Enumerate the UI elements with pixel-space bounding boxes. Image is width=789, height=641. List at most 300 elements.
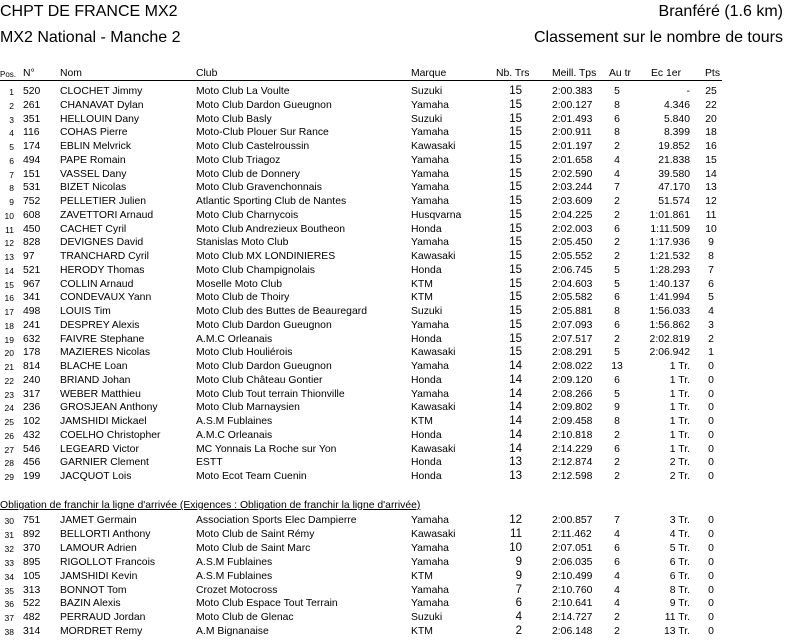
cell-nom: JAMET Germain: [60, 515, 137, 526]
cell-meill-tps: 2:04.225: [552, 209, 593, 221]
cell-meill-tps: 2:00.127: [552, 99, 593, 111]
cell-marque: Yamaha: [411, 196, 449, 207]
cell-ec-1er: 1 Tr.: [669, 416, 690, 427]
cell-num: 608: [23, 209, 41, 221]
cell-ec-1er: 3 Tr.: [669, 515, 690, 526]
cell-nom: CONDEVAUX Yann: [60, 292, 152, 304]
cell-nom: BELLORTI Anthony: [60, 528, 151, 540]
cell-club: Moto Club La Voulte: [196, 86, 290, 97]
cell-pos: 22: [4, 375, 14, 386]
header-divider: [0, 80, 722, 81]
table-row: [0, 209, 789, 222]
cell-marque: Yamaha: [411, 168, 449, 180]
cell-pts: 13: [705, 182, 717, 194]
cell-nom: PERRAUD Jordan: [60, 612, 146, 624]
cell-pts: 0: [708, 388, 714, 400]
cell-nb-trs: 15: [509, 126, 522, 139]
col-header-nom: Nom: [60, 68, 82, 79]
cell-pos: 13: [4, 252, 14, 262]
table-row: [0, 181, 789, 194]
cell-num: 828: [23, 237, 41, 249]
cell-club: Atlantic Sporting Club de Nantes: [196, 196, 347, 207]
cell-nom: MAZIERES Nicolas: [60, 347, 151, 359]
cell-meill-tps: 2:00.383: [552, 86, 593, 97]
cell-pos: 3: [9, 114, 14, 125]
cell-ec-1er: 6 Tr.: [669, 570, 690, 582]
table-row: [0, 99, 789, 112]
cell-meill-tps: 2:06.745: [552, 264, 593, 276]
cell-meill-tps: 2:03.609: [552, 196, 593, 207]
cell-num: 895: [23, 556, 41, 568]
cell-pos: 8: [9, 183, 14, 194]
cell-ec-1er: 2:06.942: [649, 347, 690, 359]
cell-pos: 20: [4, 348, 14, 359]
cell-ec-1er: 19.852: [658, 141, 690, 152]
table-row: [0, 611, 789, 624]
cell-au-tr: 4: [614, 154, 620, 166]
cell-pts: 10: [705, 223, 717, 235]
table-row: [0, 556, 789, 569]
cell-marque: Yamaha: [411, 515, 449, 526]
cell-pts: 0: [708, 457, 714, 469]
cell-club: Moto Club Champignolais: [196, 264, 315, 276]
table-row: [0, 584, 789, 597]
cell-nom: COHAS Pierre: [60, 127, 128, 139]
cell-pts: 22: [705, 99, 717, 111]
cell-club: Moto Club de Donnery: [196, 168, 300, 180]
cell-au-tr: 5: [614, 264, 620, 276]
cell-meill-tps: 2:12.598: [552, 471, 593, 482]
cell-num: 967: [23, 278, 41, 290]
cell-nb-trs: 15: [509, 140, 522, 152]
cell-club: Stanislas Moto Club: [196, 237, 289, 249]
cell-marque: Yamaha: [411, 154, 449, 166]
cell-pts: 9: [708, 237, 714, 249]
cell-nom: BLACHE Loan: [60, 361, 128, 372]
cell-club: Moto Club Dardon Gueugnon: [196, 99, 332, 111]
cell-nb-trs: 14: [509, 428, 522, 441]
cell-num: 370: [23, 542, 41, 554]
cell-pts: 0: [708, 598, 714, 610]
cell-meill-tps: 2:00.857: [552, 515, 593, 526]
cell-ec-1er: 13 Tr.: [664, 626, 690, 638]
cell-ec-1er: 8 Tr.: [669, 584, 690, 596]
cell-pos: 30: [4, 516, 14, 526]
cell-nb-trs: 15: [509, 222, 522, 235]
cell-ec-1er: 1:21.532: [649, 251, 690, 262]
cell-au-tr: 4: [614, 584, 620, 596]
cell-nom: LEGEARD Victor: [60, 443, 139, 455]
cell-marque: KTM: [411, 292, 433, 304]
cell-marque: Suzuki: [411, 86, 443, 97]
table-row: [0, 456, 789, 469]
cell-meill-tps: 2:06.035: [552, 556, 593, 568]
col-header-au-tr: Au tr: [609, 68, 631, 79]
cell-ec-1er: 1:01.861: [649, 209, 690, 221]
cell-marque: Kawasaki: [411, 347, 456, 359]
cell-nb-trs: 15: [509, 318, 522, 331]
cell-nom: HERODY Thomas: [60, 264, 145, 276]
cell-num: 482: [23, 612, 41, 624]
cell-nom: MORDRET Remy: [60, 626, 143, 638]
cell-marque: Yamaha: [411, 584, 449, 596]
cell-num: 341: [23, 292, 41, 304]
cell-club: Moto Club de Glenac: [196, 612, 294, 624]
cell-nb-trs: 14: [509, 360, 522, 372]
cell-meill-tps: 2:01.197: [552, 141, 593, 152]
cell-pos: 1: [9, 87, 14, 97]
cell-pts: 0: [708, 416, 714, 427]
cell-club: Moto-Club Plouer Sur Rance: [196, 127, 329, 139]
cell-club: Moto Club Gravenchonnais: [196, 182, 322, 194]
cell-au-tr: 4: [614, 570, 620, 582]
cell-marque: Suzuki: [411, 612, 443, 624]
cell-ec-1er: 1 Tr.: [669, 361, 690, 372]
cell-nom: PAPE Romain: [60, 154, 126, 166]
cell-num: 814: [23, 361, 41, 372]
cell-ec-1er: 1:40.137: [649, 278, 690, 290]
cell-meill-tps: 2:08.266: [552, 388, 593, 400]
cell-meill-tps: 2:05.552: [552, 251, 593, 262]
cell-meill-tps: 2:10.499: [552, 570, 593, 582]
cell-pts: 0: [708, 515, 714, 526]
cell-num: 450: [23, 223, 41, 235]
table-row: [0, 597, 789, 610]
table-row: [0, 542, 789, 555]
table-row: [0, 625, 789, 638]
cell-club: A.S.M Fublaines: [196, 416, 273, 427]
cell-au-tr: 4: [614, 598, 620, 610]
cell-pts: 8: [708, 251, 714, 262]
cell-pts: 7: [708, 264, 714, 276]
cell-nb-trs: 15: [509, 305, 522, 317]
cell-au-tr: 2: [614, 141, 620, 152]
table-row: [0, 333, 789, 346]
cell-club: Moto Club Andrezieux Boutheon: [196, 223, 346, 235]
cell-au-tr: 8: [614, 416, 620, 427]
table-row: [0, 126, 789, 139]
cell-nom: LAMOUR Adrien: [60, 542, 137, 554]
cell-num: 102: [23, 416, 41, 427]
cell-club: Moto Club MX LONDINIERES: [196, 251, 336, 262]
cell-nb-trs: 15: [509, 250, 522, 262]
cell-num: 97: [23, 251, 35, 262]
cell-nom: TRANCHARD Cyril: [60, 251, 149, 262]
cell-meill-tps: 2:05.582: [552, 292, 593, 304]
cell-ec-1er: 2:02.819: [649, 333, 690, 345]
cell-pos: 38: [4, 627, 14, 638]
cell-marque: KTM: [411, 416, 433, 427]
cell-meill-tps: 2:10.818: [552, 429, 593, 441]
cell-meill-tps: 2:03.244: [552, 182, 593, 194]
cell-nb-trs: 15: [509, 277, 522, 290]
table-header: [0, 67, 789, 80]
col-header-num: N°: [23, 68, 35, 79]
cell-au-tr: 8: [614, 306, 620, 317]
cell-pos: 16: [4, 293, 14, 304]
cell-pos: 32: [4, 543, 14, 554]
cell-num: 313: [23, 584, 41, 596]
cell-club: Moto Club Basly: [196, 113, 272, 125]
table-row: [0, 443, 789, 456]
table-row: [0, 305, 789, 318]
cell-pos: 18: [4, 320, 14, 331]
cell-au-tr: 5: [614, 278, 620, 290]
table-row: [0, 319, 789, 332]
cell-au-tr: 4: [614, 168, 620, 180]
cell-ec-1er: 9 Tr.: [669, 598, 690, 610]
cell-nom: RIGOLLOT Francois: [60, 556, 156, 568]
table-row: [0, 168, 789, 181]
cell-ec-1er: -: [686, 86, 690, 97]
cell-pts: 3: [708, 319, 714, 331]
cell-club: A.M.C Orleanais: [196, 429, 273, 441]
cell-pos: 15: [4, 279, 14, 290]
cell-ec-1er: 1 Tr.: [669, 402, 690, 414]
cell-pts: 15: [705, 154, 717, 166]
cell-meill-tps: 2:01.658: [552, 154, 593, 166]
cell-marque: Kawasaki: [411, 402, 456, 414]
cell-marque: Suzuki: [411, 113, 443, 125]
cell-pts: 0: [708, 361, 714, 372]
cell-club: Crozet Motocross: [196, 584, 278, 596]
cell-nom: GROSJEAN Anthony: [60, 402, 158, 414]
cell-num: 522: [23, 598, 41, 610]
cell-meill-tps: 2:01.493: [552, 113, 593, 125]
cell-marque: Kawasaki: [411, 251, 456, 262]
cell-ec-1er: 1 Tr.: [669, 374, 690, 386]
cell-meill-tps: 2:00.911: [552, 127, 592, 139]
cell-meill-tps: 2:08.022: [552, 361, 593, 372]
cell-club: ESTT: [196, 457, 223, 469]
cell-nom: PELLETIER Julien: [60, 196, 147, 207]
cell-pos: 9: [9, 197, 14, 207]
cell-marque: KTM: [411, 570, 433, 582]
cell-pts: 0: [708, 542, 714, 554]
cell-marque: Yamaha: [411, 556, 449, 568]
cell-meill-tps: 2:04.603: [552, 278, 593, 290]
cell-meill-tps: 2:09.120: [552, 374, 593, 386]
table-row: [0, 85, 789, 98]
cell-pts: 11: [705, 209, 717, 221]
cell-ec-1er: 1:11.509: [650, 223, 690, 235]
cell-club: Moto Club Charnycois: [196, 209, 299, 221]
table-row: [0, 223, 789, 236]
cell-au-tr: 2: [614, 251, 620, 262]
cell-nom: JAMSHIDI Mickael: [60, 416, 147, 427]
cell-ec-1er: 1:28.293: [649, 264, 690, 276]
cell-au-tr: 8: [614, 99, 620, 111]
cell-club: Moto Club Triagoz: [196, 154, 281, 166]
cell-nb-trs: 15: [509, 332, 522, 345]
track-location: Branféré (1.6 km): [658, 3, 783, 20]
cell-club: Moto Club Houliérois: [196, 347, 293, 359]
cell-club: Moto Club de Thoiry: [196, 292, 290, 304]
cell-pos: 19: [4, 334, 14, 345]
cell-num: 199: [23, 471, 41, 482]
cell-nom: COELHO Christopher: [60, 429, 161, 441]
cell-ec-1er: 21.838: [658, 154, 690, 166]
cell-num: 752: [23, 196, 41, 207]
cell-meill-tps: 2:07.051: [552, 542, 593, 554]
cell-nom: BRIAND Johan: [60, 374, 131, 386]
race-title: MX2 National - Manche 2: [0, 29, 181, 46]
cell-ec-1er: 5.840: [663, 113, 690, 125]
cell-pos: 7: [9, 169, 14, 180]
cell-meill-tps: 2:07.517: [552, 333, 593, 345]
cell-nom: BONNOT Tom: [60, 584, 127, 596]
cell-marque: Honda: [411, 374, 442, 386]
cell-au-tr: 2: [614, 612, 620, 624]
cell-ec-1er: 47.170: [658, 182, 690, 194]
cell-pts: 18: [705, 127, 717, 139]
cell-pts: 0: [708, 471, 714, 482]
cell-pts: 4: [708, 306, 714, 317]
cell-meill-tps: 2:07.093: [552, 319, 593, 331]
cell-pts: 0: [708, 443, 714, 455]
cell-au-tr: 6: [614, 374, 620, 386]
table-row: [0, 291, 789, 304]
cell-nom: VASSEL Dany: [60, 168, 127, 180]
cell-pos: 31: [4, 529, 14, 540]
cell-marque: Honda: [411, 333, 442, 345]
cell-ec-1er: 1 Tr.: [669, 429, 690, 441]
cell-nom: COLLIN Arnaud: [60, 278, 134, 290]
table-row: [0, 236, 789, 249]
col-header-pos: Pos.: [0, 70, 17, 79]
cell-num: 317: [23, 388, 41, 400]
cell-nb-trs: 11: [510, 527, 522, 540]
cell-pos: 37: [4, 613, 14, 624]
cell-au-tr: 7: [614, 515, 620, 526]
cell-nom: WEBER Matthieu: [60, 388, 141, 400]
cell-pos: 23: [4, 389, 14, 400]
table-row: [0, 346, 789, 359]
cell-ec-1er: 4 Tr.: [669, 528, 690, 540]
cell-marque: Honda: [411, 264, 442, 276]
table-row: [0, 528, 789, 541]
cell-au-tr: 2: [614, 196, 620, 207]
cell-nb-trs: 14: [509, 415, 522, 427]
cell-meill-tps: 2:12.874: [552, 457, 593, 469]
cell-club: A.M.C Orleanais: [196, 333, 273, 345]
cell-club: Moto Club des Buttes de Beauregard: [196, 306, 367, 317]
cell-marque: Yamaha: [411, 598, 449, 610]
cell-pos: 2: [9, 100, 14, 111]
cell-num: 531: [23, 182, 41, 194]
cell-nom: DESPREY Alexis: [60, 319, 140, 331]
cell-marque: Yamaha: [411, 388, 449, 400]
cell-nb-trs: 2: [515, 625, 522, 638]
cell-nb-trs: 15: [509, 195, 522, 207]
cell-au-tr: 5: [614, 388, 620, 400]
cell-au-tr: 2: [614, 237, 620, 249]
cell-pos: 17: [4, 307, 14, 317]
cell-meill-tps: 2:14.727: [552, 612, 593, 624]
cell-nb-trs: 15: [509, 291, 522, 304]
cell-meill-tps: 2:08.291: [552, 347, 593, 359]
cell-au-tr: 2: [614, 457, 620, 469]
cell-meill-tps: 2:05.450: [552, 237, 593, 249]
cell-pts: 16: [705, 141, 717, 152]
cell-au-tr: 13: [611, 361, 623, 372]
cell-nb-trs: 14: [509, 442, 522, 455]
cell-pos: 12: [4, 238, 14, 249]
cell-ec-1er: 1:41.994: [649, 292, 690, 304]
cell-num: 116: [23, 127, 40, 139]
cell-pts: 0: [708, 374, 714, 386]
cell-marque: Yamaha: [411, 99, 449, 111]
cell-meill-tps: 2:09.458: [552, 416, 593, 427]
cell-pts: 0: [708, 556, 714, 568]
cell-au-tr: 5: [614, 347, 620, 359]
cell-club: Moto Club Dardon Gueugnon: [196, 361, 332, 372]
cell-nom: JAMSHIDI Kevin: [60, 570, 138, 582]
cell-au-tr: 2: [614, 471, 620, 482]
cell-nb-trs: 14: [509, 373, 522, 386]
cell-club: Moto Club de Saint Rémy: [196, 528, 315, 540]
cell-ec-1er: 1:56.862: [649, 319, 690, 331]
cell-ec-1er: 1:56.033: [649, 306, 690, 317]
table-row: [0, 470, 789, 483]
cell-nb-trs: 15: [509, 153, 522, 166]
cell-au-tr: 6: [614, 542, 620, 554]
cell-pts: 20: [705, 113, 717, 125]
cell-nom: FAIVRE Stephane: [60, 333, 145, 345]
cell-marque: Yamaha: [411, 127, 449, 139]
cell-nb-trs: 12: [509, 514, 522, 526]
cell-num: 105: [23, 570, 41, 582]
cell-club: Moselle Moto Club: [196, 278, 283, 290]
cell-pts: 0: [708, 584, 714, 596]
cell-pos: 27: [4, 444, 14, 455]
cell-ec-1er: 1:17.936: [649, 237, 690, 249]
cell-num: 432: [23, 429, 41, 441]
cell-meill-tps: 2:10.641: [552, 598, 593, 610]
cell-marque: Suzuki: [411, 306, 443, 317]
cell-pts: 25: [705, 86, 717, 97]
cell-nom: CACHET Cyril: [60, 223, 127, 235]
table-row: [0, 514, 789, 527]
cell-pos: 34: [4, 571, 14, 582]
cell-nom: BAZIN Alexis: [60, 598, 121, 610]
col-header-pts: Pts: [705, 68, 721, 79]
cell-nb-trs: 15: [509, 112, 522, 125]
cell-num: 521: [23, 264, 41, 276]
cell-nom: EBLIN Melvrick: [60, 141, 132, 152]
cell-nb-trs: 14: [509, 387, 522, 400]
cell-pos: 35: [4, 585, 14, 596]
cell-pts: 0: [708, 528, 714, 540]
cell-nb-trs: 15: [509, 236, 522, 249]
cell-num: 546: [23, 443, 41, 455]
cell-nom: CHANAVAT Dylan: [60, 99, 144, 111]
cell-nom: DEVIGNES David: [60, 237, 144, 249]
table-row: [0, 140, 789, 153]
cell-num: 261: [23, 99, 41, 111]
cell-nb-trs: 15: [509, 263, 522, 276]
table-row: [0, 388, 789, 401]
cell-nom: ZAVETTORI Arnaud: [60, 209, 154, 221]
cell-au-tr: 6: [614, 319, 620, 331]
cell-au-tr: 6: [614, 223, 620, 235]
cell-marque: Yamaha: [411, 182, 449, 194]
col-header-club: Club: [196, 68, 218, 79]
cell-au-tr: 4: [614, 528, 620, 540]
cell-pts: 5: [708, 292, 714, 304]
cell-meill-tps: 2:10.760: [552, 584, 593, 596]
table-row: [0, 415, 789, 428]
